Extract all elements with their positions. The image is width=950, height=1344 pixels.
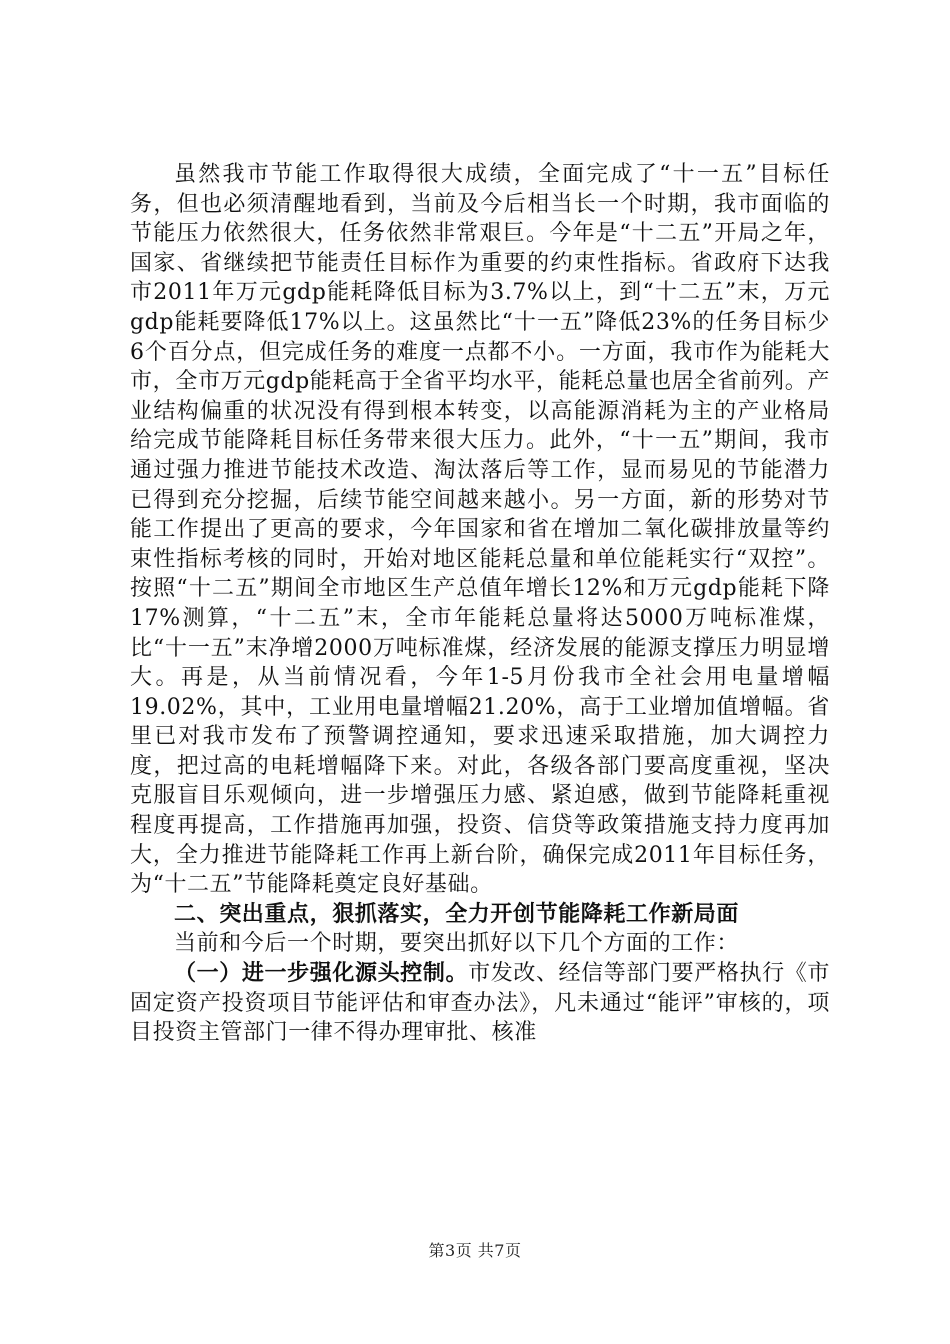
paragraph: 当前和今后一个时期，要突出抓好以下几个方面的工作： (174, 931, 740, 957)
paragraph (130, 959, 830, 1048)
document-body (130, 160, 830, 1048)
paragraph: 虽然我市节能工作取得很大成绩，全面完成了“十一五”目标任务，但也必须清醒地看到，当前及今后相当长一个时期，我市面临的节能压力依然很大，任务依然非常艰巨。今年是“十二五”开局之年，国家、省继续把节能责任目标作为重要的约束性指标。省政府下达我市2011年万元gdp能耗降低目标为3.7%以上，到“十二五”末，万元gdp能耗要降低17%以上。这虽然比“十一五”降低23%的任务目标少6个百分点，但完成任务的难度一点都不小。一方面，我市作为能耗大市，全市万元gdp能耗高于全省平均水平，能耗总量也居全省前列。产业结构偏重的状况没有得到根本转变，以高能源消耗为主的产业格局给完成节能降耗目标任务带来很大压力。此外，“十一五”期间，我市通过强力推进节能技术改造、淘汰落后等工作，显而易见的节能潜力已得到充分挖掘，后续节能空间越来越小。另一方面，新的形势对节能工作提出了更高的要求，今年国家和省在增加二氧化碳排放量等约束性指标考核的同时，开始对地区能耗总量和单位能耗实行“双控”。按照“十二五”期间全市地区生产总值年增长12%和万元gdp能耗下降17%测算，“十二五”末，全市年能耗总量将达5000万吨标准煤，比“十一五”末净增2000万吨标准煤，经济发展的能源支撑压力明显增大。再是，从当前情况看，今年1-5月份我市全社会用电量增幅19.02%，其中，工业用电量增幅21.20%，高于工业增加值增幅。省里已对我市发布了预警调控通知，要求迅速采取措施，加大调控力度，把过高的电耗增幅降下来。对此，各级各部门要高度重视，坚决克服盲目乐观倾向，进一步增强压力感、紧迫感，做到节能降耗重视程度再提高，工作措施再加强，投资、信贷等政策措施支持力度再加大，全力推进节能降耗工作再上新台阶，确保完成2011年目标任务，为“十二五”节能降耗奠定良好基础。 (130, 162, 830, 898)
sub-heading: （一）进一步强化源头控制。 (174, 961, 469, 987)
paragraph-text: 市发改、经信等部门要严格执行《市固定资产投资项目节能评估和审查办法》，凡未通过“能评”审核的，项目投资主管部门一律不得办理审批、核准 (130, 961, 830, 1046)
section-heading: 二、突出重点，狠抓落实，全力开创节能降耗工作新局面 (174, 901, 740, 927)
page-footer: 第3页 共7页 (428, 1241, 522, 1260)
